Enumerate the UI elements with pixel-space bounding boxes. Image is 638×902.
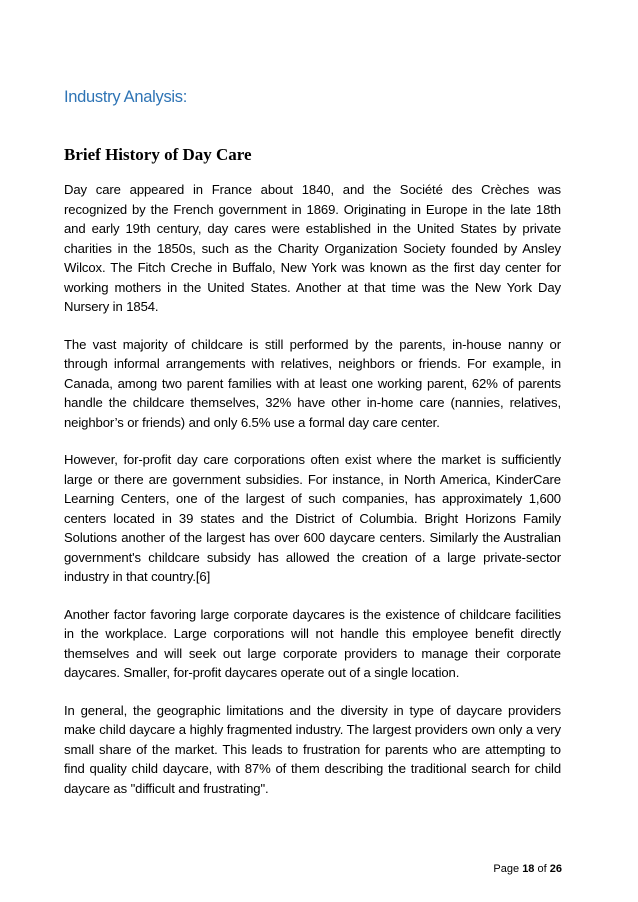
paragraph: However, for-profit day care corporations often exist where the market is sufficiently large or there are government subsidies. For instance, in North America, KinderCare Learning Centers, one of the largest of such companies, has approximately 1,600 centers located in 39 states and the District of Columbia. Bright Horizons Family Solutions another of the largest has over 600 daycare centers. Similarly the Australian government's childcare subsidy has allowed the creation of a large private-sector industry in that country.[6] xyxy=(64,452,561,584)
paragraph: The vast majority of childcare is still performed by the parents, in-house nanny or through informal arrangements with relatives, neighbors or friends. For example, in Canada, among two parent families with at least one working parent, 62% of parents handle the childcare themselves, 32% have other in-home care (nannies, relatives, neighbor’s or friends) and only 6.5% use a formal day care center. xyxy=(64,336,561,430)
section-heading: Industry Analysis: xyxy=(64,88,187,106)
paragraph: Day care appeared in France about 1840, and the Société des Crèches was recognized by the French government in 1869. Originating in Europe in the late 18th and early 19th century, day cares were established in the United States by private charities in the 1850s, such as the Charity Organization Society founded by Ansley Wilcox. The Fitch Creche in Buffalo, New York was known as the first day center for working mothers in the United States. Another at that time was the New York Day Nursery in 1854. xyxy=(64,182,561,314)
current-page: 18 xyxy=(522,863,535,875)
total-pages: 26 xyxy=(549,863,562,875)
paragraph: Another factor favoring large corporate daycares is the existence of childcare facilities in the workplace. Large corporations will not handle this employee benefit directly themselves and will seek out large corporate providers to manage their corporate daycares. Smaller, for-profit daycares operate out of a single location. xyxy=(64,606,561,680)
page-number xyxy=(470,863,562,875)
paragraph: In general, the geographic limitations and the diversity in type of daycare providers make child daycare a highly fragmented industry. The largest providers own only a very small share of the market. This leads to frustration for parents who are attempting to find quality child daycare, with 87% of them describing the traditional search for child daycare as "difficult and frustrating". xyxy=(64,702,561,796)
body-text xyxy=(64,180,561,816)
of-label: of xyxy=(537,863,547,875)
page-label: Page xyxy=(493,863,520,875)
subsection-title: Brief History of Day Care xyxy=(64,145,252,164)
